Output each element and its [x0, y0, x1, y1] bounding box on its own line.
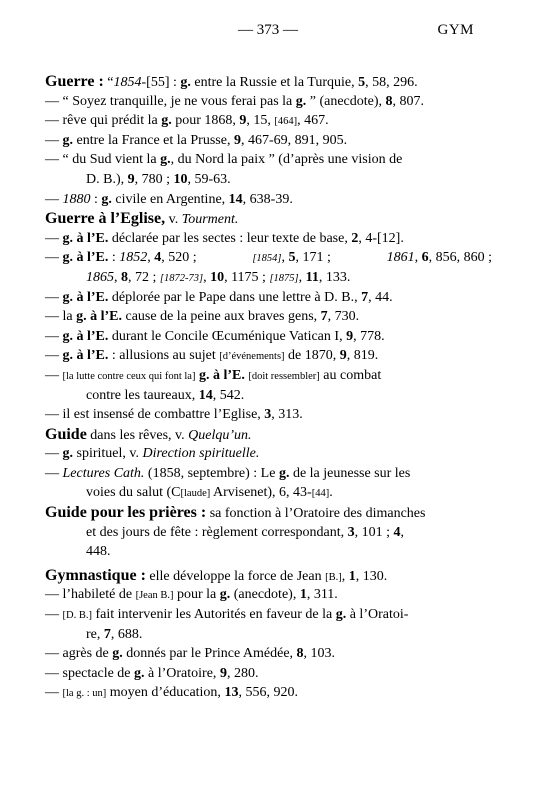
text: ,	[114, 269, 121, 285]
volume-number: 10	[173, 171, 188, 187]
text: —	[45, 348, 63, 364]
text: à l’Oratoire,	[144, 665, 220, 681]
bracket-small: [d’événements]	[219, 351, 285, 363]
index-line	[45, 523, 492, 543]
text: , 520 ;	[161, 250, 197, 266]
italic-text: 1865	[86, 269, 114, 285]
text: civile en Argentine,	[111, 191, 229, 207]
bold-text: g.	[160, 152, 171, 168]
index-line	[45, 464, 492, 484]
text: (1858, septembre) : Le	[144, 465, 279, 481]
volume-number: 8	[385, 93, 393, 109]
volume-number: 9	[127, 171, 135, 187]
text: , 72 ;	[128, 269, 160, 285]
text: —	[45, 465, 63, 481]
index-line	[45, 605, 492, 625]
volume-number: 11	[305, 269, 319, 285]
volume-number: 9	[339, 348, 347, 364]
text: — l’habileté de	[45, 587, 136, 603]
index-line	[45, 150, 492, 170]
text: Arvisenet), 6, 43-	[210, 485, 312, 501]
volume-number: 9	[219, 665, 227, 681]
bracket-small: [la g. : un]	[62, 688, 107, 700]
text: sa fonction à l’Oratoire des dimanches	[206, 506, 426, 522]
italic-text: 1861	[386, 250, 415, 266]
volume-number: 13	[224, 685, 239, 701]
italic-text: 1854	[113, 75, 142, 90]
text: au combat	[319, 367, 382, 383]
text: pour 1868,	[171, 113, 240, 129]
bold-text: g.	[62, 132, 73, 148]
bracket-small: [la lutte contre ceux qui font la]	[62, 370, 196, 382]
text: , 1175 ;	[224, 269, 270, 285]
text: pour la	[173, 587, 220, 603]
italic-text: Quelqu’un.	[188, 427, 252, 443]
bold-text: g.	[295, 93, 307, 109]
text: — “ Soyez tranquille, je ne vous ferai pas la	[45, 93, 296, 109]
text: ,	[281, 250, 289, 266]
text: 448.	[86, 544, 111, 560]
bold-text: g.	[112, 646, 123, 662]
volume-number: 4	[154, 250, 162, 266]
text: “	[103, 75, 114, 90]
text: -[55]	[141, 75, 170, 90]
volume-number: 5	[358, 75, 366, 90]
index-line	[45, 585, 492, 605]
text: —	[45, 250, 63, 266]
bold-text: g.	[161, 113, 172, 129]
text: (anecdote),	[230, 587, 300, 603]
text: entre la France et la Prusse,	[73, 132, 234, 148]
bracket-small: [B.]	[325, 571, 342, 583]
index-line	[45, 92, 492, 112]
volume-number: 9	[233, 132, 241, 148]
italic-text: 1880	[62, 191, 91, 207]
index-line	[45, 248, 492, 268]
text: , 130.	[355, 568, 388, 584]
text: durant le Concile Œcuménique Vatican I,	[108, 328, 347, 344]
italic-text: Lectures Cath.	[62, 465, 145, 481]
text: , 15,	[246, 113, 275, 129]
text: , 311.	[306, 587, 338, 603]
entry-heading: Guerre :	[45, 73, 104, 90]
bracket-small: [laude]	[180, 488, 211, 500]
index-line	[45, 288, 492, 308]
bracket-small: [doit ressembler]	[248, 370, 320, 382]
entry-heading: Guide pour les prières :	[45, 504, 207, 522]
text: D. B.),	[86, 171, 128, 187]
bold-text: g.	[180, 75, 191, 90]
text: ,	[414, 250, 422, 266]
page-header	[0, 22, 536, 42]
text: et des jours de fête : règlement correspondant,	[86, 524, 348, 540]
text: , du Nord la paix ” (d’après une vision de	[170, 152, 403, 168]
text: — il est insensé de combattre l’Eglise,	[45, 407, 265, 423]
italic-text: 1852	[119, 250, 148, 266]
text: ” (anecdote),	[306, 93, 386, 109]
text: , 467.	[297, 113, 329, 129]
text: moyen d’éducation,	[106, 685, 225, 701]
volume-number: 4	[393, 524, 401, 540]
bold-text: g. à l’E.	[198, 367, 245, 383]
index-line	[45, 664, 492, 684]
bracket-small: [1875]	[269, 272, 299, 284]
text: , 856, 860 ;	[428, 250, 492, 266]
bold-text: g.	[101, 191, 112, 207]
text: entre la Russie et la Turquie,	[190, 75, 359, 90]
text: contre les taureaux,	[86, 387, 199, 403]
text: :	[90, 191, 102, 207]
text: :	[169, 75, 181, 90]
segment	[387, 248, 492, 268]
volume-number: 7	[320, 309, 328, 325]
volume-number: 9	[346, 328, 354, 344]
text: , 4-[12].	[358, 230, 404, 246]
volume-number: 10	[210, 269, 225, 285]
index-entries	[45, 72, 492, 703]
bold-text: g.	[219, 587, 231, 603]
index-line	[45, 209, 492, 229]
bold-text: g. à l’E.	[62, 348, 109, 364]
bold-text: g. à l’E.	[76, 309, 122, 325]
text: —	[45, 607, 63, 623]
italic-text: Direction spirituelle.	[142, 446, 260, 462]
text: fait intervenir les Autorités en faveur de la	[91, 607, 336, 623]
text: spirituel, v.	[73, 446, 143, 462]
bracket-small: [1854]	[252, 253, 282, 265]
text: ,	[400, 524, 405, 540]
text: ,	[147, 250, 155, 266]
text: —	[45, 289, 63, 305]
text: —	[45, 367, 63, 383]
text: —	[45, 230, 63, 246]
text: , 638-39.	[242, 191, 293, 207]
index-line	[45, 566, 492, 586]
bracket-small: [44]	[311, 488, 330, 500]
volume-number: 5	[288, 250, 296, 266]
index-line	[45, 72, 492, 92]
index-line	[45, 170, 492, 190]
text: , 59-63.	[187, 171, 231, 187]
index-line	[45, 111, 492, 131]
text: —	[45, 685, 63, 701]
volume-number: 7	[103, 626, 111, 642]
index-line	[45, 386, 492, 406]
index-line	[45, 405, 492, 425]
volume-number: 2	[351, 230, 359, 246]
text: —	[45, 328, 63, 344]
text: , 819.	[346, 348, 379, 364]
text: , 44.	[368, 289, 393, 305]
text: , 807.	[392, 93, 425, 109]
text: , 101 ;	[354, 524, 394, 540]
entry-heading: Guerre à l’Eglise,	[45, 210, 166, 228]
bracket-small: [1872-73]	[159, 272, 204, 284]
text: déclarée par les sectes : leur texte de base,	[108, 230, 352, 246]
text: ,	[341, 568, 349, 584]
text: , 688.	[110, 626, 143, 642]
volume-number: 7	[361, 289, 369, 305]
text: — agrès de	[45, 646, 113, 662]
index-line	[45, 683, 492, 703]
index-line	[45, 542, 492, 562]
index-line	[45, 327, 492, 347]
page-number: — 373 —	[238, 22, 298, 38]
volume-number: 8	[121, 269, 128, 285]
volume-number: 1	[299, 587, 307, 603]
index-line	[45, 268, 492, 288]
text: elle développe la force de Jean	[145, 568, 326, 584]
bold-text: g.	[62, 446, 73, 462]
bracket-small: [Jean B.]	[135, 590, 174, 602]
text: , 171 ;	[295, 250, 331, 266]
entry-heading: Gymnastique :	[45, 566, 146, 584]
text: , 780 ;	[134, 171, 174, 187]
volume-number: 3	[347, 524, 355, 540]
segment	[252, 248, 331, 268]
text: à l’Oratoi-	[346, 607, 409, 623]
text: , 542.	[212, 387, 245, 403]
volume-number: 9	[239, 113, 247, 129]
index-line	[45, 229, 492, 249]
text: : allusions au sujet	[108, 348, 220, 364]
bold-text: g.	[134, 665, 145, 681]
index-line	[45, 425, 492, 445]
index-line	[45, 346, 492, 366]
text: , 103.	[303, 646, 336, 662]
text: ,	[298, 269, 306, 285]
index-line	[45, 190, 492, 210]
text: , 133.	[318, 269, 351, 285]
text: , 730.	[327, 309, 360, 325]
index-line	[45, 366, 492, 386]
text: , 778.	[353, 328, 385, 344]
text: .	[329, 485, 333, 501]
text: de 1870,	[284, 348, 340, 364]
index-line	[45, 644, 492, 664]
italic-text: Tourment.	[181, 212, 239, 228]
bold-text: g.	[335, 607, 347, 623]
index-line	[45, 307, 492, 327]
text: de la jeunesse sur les	[289, 465, 411, 481]
text: re,	[86, 626, 104, 642]
text: —	[45, 132, 63, 148]
text: — la	[45, 309, 77, 325]
entry-heading: Guide	[45, 425, 87, 443]
text: — spectacle de	[45, 665, 135, 681]
text: , 58, 296.	[365, 75, 418, 90]
text: — “ du Sud vient la	[45, 152, 161, 168]
volume-number: 14	[198, 387, 213, 403]
bracket-small: [D. B.]	[62, 610, 92, 622]
volume-number: 6	[421, 250, 429, 266]
text: déplorée par le Pape dans une lettre à D. B.,	[108, 289, 362, 305]
bracket-small: [464]	[274, 116, 298, 128]
volume-number: 14	[228, 191, 243, 207]
text: , 280.	[226, 665, 259, 681]
text: , 467-69, 891, 905.	[240, 132, 348, 148]
volume-number: 8	[296, 646, 304, 662]
text: dans les rêves, v.	[86, 427, 189, 443]
segment	[45, 248, 197, 268]
bold-text: g. à l’E.	[62, 250, 109, 266]
text: —	[45, 191, 63, 207]
index-line	[45, 444, 492, 464]
volume-number: 1	[348, 568, 356, 584]
bold-text: g.	[278, 465, 290, 481]
bold-text: g. à l’E.	[62, 289, 109, 305]
text: donnés par le Prince Amédée,	[122, 646, 297, 662]
text: , 313.	[271, 407, 303, 423]
text: :	[108, 250, 120, 266]
text: voies du salut (C	[86, 485, 181, 501]
index-line	[45, 503, 492, 523]
text: , 556, 920.	[238, 685, 298, 701]
running-head: GYM	[437, 22, 474, 38]
text: ,	[203, 269, 211, 285]
index-line	[45, 131, 492, 151]
index-line	[45, 625, 492, 645]
text: — rêve qui prédit la	[45, 113, 162, 129]
text: v.	[165, 212, 182, 228]
text: cause de la peine aux braves gens,	[122, 309, 321, 325]
text: —	[45, 446, 63, 462]
index-line	[45, 483, 492, 503]
volume-number: 3	[264, 407, 272, 423]
bold-text: g. à l’E.	[62, 230, 109, 246]
bold-text: g. à l’E.	[62, 328, 109, 344]
